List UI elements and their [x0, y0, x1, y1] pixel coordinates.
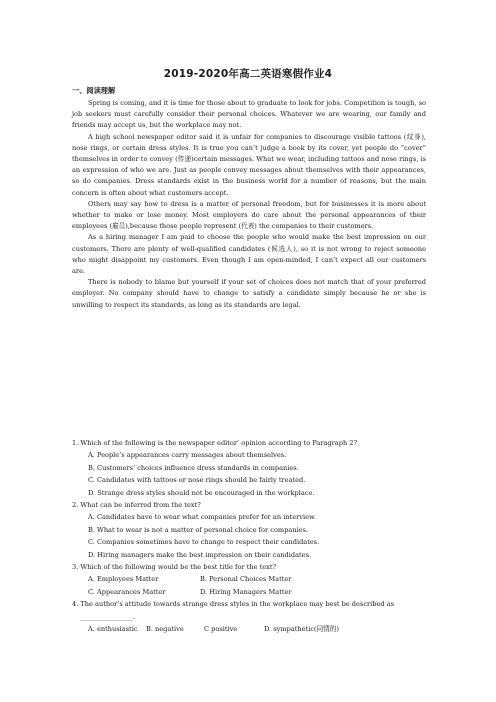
option-b: B. Personal Choices Matter: [200, 575, 292, 584]
option-b: B. Customers’ choices influence dress standards in companies.: [88, 463, 299, 472]
question-stem: 4. The author’s attitude towards strange dress styles in the workplace may best be described as ________________.: [72, 600, 395, 621]
option-row: [72, 586, 426, 598]
question-1: [72, 437, 426, 499]
option-d: D. Hiring Managers Matter: [200, 587, 292, 596]
option-a: A. People’s appearances carry messages about themselves.: [88, 451, 287, 460]
question-stem: 1. Which of the following is the newspaper editor’ opinion according to Paragraph 2?: [72, 439, 358, 447]
option-c: C. Appearances Matter: [88, 587, 166, 596]
passage-paragraph-1: Spring is coming, and it is time for those about to graduate to look for jobs. Competition is tough, so job seekers must carefully consider their personal choices. Whatever we are wearing, our family and friends may accept us, but the workplace may not.: [72, 99, 426, 130]
passage-paragraph-2: A high school newspaper editor said it is unfair for companies to discourage visible tattoos (纹身), nose rings, or certain dress styles. It is true you can’t judge a book by its cover, yet people do “cover” themselves in order to convey (传递)certain messages. What we wear, including tattoos and nose rings, is an expression of who we are. Just as people convey messages about themselves with their appearances, so do companies. Dress standards exist in the business world for a number of reasons, but the main concern is often about what customers accept.: [72, 132, 426, 197]
question-stem: 3. Which of the following would be the best title for the text?: [72, 563, 277, 572]
option-a: A. Candidates have to wear what companies prefer for an interview.: [88, 513, 316, 522]
question-3: [72, 561, 426, 598]
option-row: [72, 573, 426, 585]
option-d: D. sympathetic(同情的): [264, 625, 339, 634]
question-4: [72, 598, 426, 635]
option-d: D. Hiring managers make the best impression on their candidates.: [88, 550, 312, 559]
option-b: B. What to wear is not a matter of personal choice for companies.: [88, 525, 309, 534]
option-a: A. Employees Matter: [88, 575, 159, 584]
option-c: C. Candidates with tattoos or nose rings should be fairly treated.: [88, 476, 306, 485]
option-c: C positive: [204, 625, 238, 634]
reading-passage: [72, 98, 426, 311]
passage-paragraph-3: Others may say how to dress is a matter of personal freedom, but for businesses it is more about whether to make or lose money. Most employers do care about the personal appearances of their employees (雇员),because those people represent (代表) the companies to their customers.: [72, 199, 426, 231]
option-row: [72, 623, 426, 635]
passage-paragraph-5: There is nobody to blame but yourself if your set of choices does not match that of your preferred employer. No company should have to change to satisfy a candidate simply because he or she is unwilling to respect its standards, as long as its standards are legal.: [72, 278, 426, 309]
section-heading: 一、阅读理解: [72, 86, 116, 95]
option-b: B. negative: [146, 625, 184, 634]
option-a: A. enthusiastic: [88, 625, 138, 634]
question-2: [72, 499, 426, 561]
option-d: D. Strange dress styles should not be encouraged in the workplace.: [88, 488, 315, 497]
page-title: 2019-2020年高二英语寒假作业4: [163, 68, 333, 80]
question-list: [72, 437, 426, 636]
option-c: C. Companies sometimes have to change to respect their candidates.: [88, 538, 320, 547]
passage-paragraph-4: As a hiring manager I am paid to choose the people who would make the best impression on our customers. There are plenty of well-qualified candidates (候选人), so it is not wrong to reject someone who might disappoint my customers. Even though I am open-minded, I can’t expect all our customers are.: [72, 233, 426, 276]
question-stem: 2. What can be inferred from the text?: [72, 501, 201, 510]
